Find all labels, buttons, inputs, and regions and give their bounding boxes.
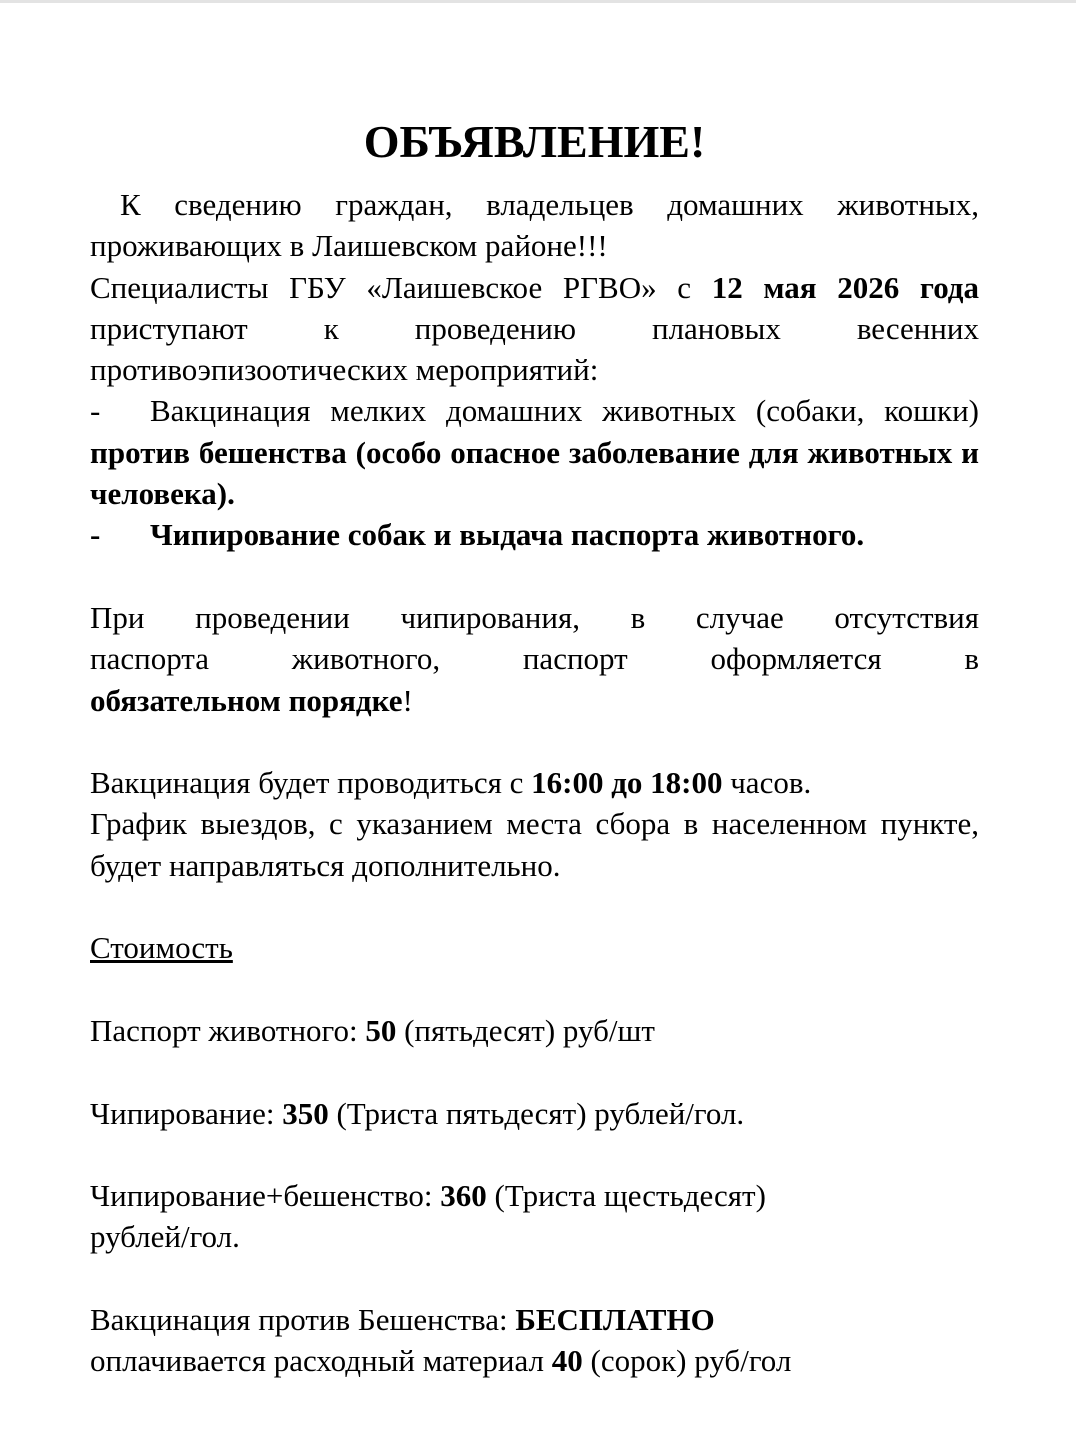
chip-note-word: животного, [291,641,441,677]
schedule-time: 16:00 до 18:00 [531,765,723,801]
list-item-chipping [90,514,979,555]
specialists-paragraph [90,267,979,391]
price-combo [90,1175,979,1216]
vaccination-text: Вакцинация мелких домашних животных (собаки, кошки) [150,393,979,429]
schedule-line [90,762,979,803]
announcement-document [90,112,979,1382]
chip-note-line3 [90,680,979,721]
chip-note-line1: При проведении чипирования, в случае отсутствия [90,599,979,635]
mandatory-order: обязательном порядке [90,682,403,718]
chip-note-line2 [90,638,979,679]
combo-label: Чипирование+бешенство: [90,1178,441,1214]
chip-note-line1-row [90,597,979,638]
schedule-post: часов. [722,765,812,801]
list-dash: - [90,517,101,553]
announcement-title: ОБЪЯВЛЕНИЕ! [363,116,706,167]
price-passport [90,1010,979,1051]
schedule-note [90,803,979,886]
cost-heading-row [90,927,979,968]
price-chipping [90,1093,979,1134]
chipping-unit: (Триста пятьдесят) рублей/гол. [328,1095,745,1131]
price-combo-line2 [90,1216,979,1257]
specialists-text-pre: Специалисты ГБУ «Лаишевское РГВО» с [90,269,712,305]
list-dash: - [90,393,101,429]
chip-note-end: ! [402,682,413,718]
material-price: 40 [551,1343,583,1379]
material-label: оплачивается расходный материал [90,1343,552,1379]
chip-note-word: оформляется [710,641,882,677]
list-item-vaccination [90,390,979,514]
schedule-note-text: График выездов, с указанием места сбора в населенном пункте, будет направляться дополнительно. [90,806,979,883]
top-border-line [0,0,1076,3]
intro-paragraph [90,184,979,267]
chip-note-word: паспорта [90,641,209,677]
price-vaccination [90,1299,979,1340]
vaccination-free: БЕСПЛАТНО [515,1302,715,1338]
schedule-pre: Вакцинация будет проводиться с [90,765,532,801]
rabies-warning: против бешенства (особо опасное заболевание для животных и человека). [90,434,979,512]
combo-price: 360 [440,1178,487,1214]
cost-heading: Стоимость [90,930,233,966]
passport-price: 50 [365,1012,397,1048]
chipping-price: 350 [282,1095,329,1131]
chip-note-word: в [964,641,979,677]
intro-text: К сведению граждан, владельцев домашних животных, проживающих в Лаишевском районе!!! [90,187,979,264]
vaccination-label: Вакцинация против Бешенства: [90,1302,516,1338]
price-material [90,1340,979,1381]
specialists-text-post: приступают к проведению плановых весенних противоэпизоотических мероприятий: [90,310,979,388]
chipping-text: Чипирование собак и выдача паспорта животного. [150,517,865,553]
passport-unit: (пятьдесят) руб/шт [396,1012,655,1048]
combo-unit-line2: рублей/гол. [90,1219,240,1255]
combo-unit: (Триста щестьдесят) [486,1178,766,1214]
passport-label: Паспорт животного: [90,1012,366,1048]
chip-note-word: паспорт [522,641,628,677]
start-date: 12 мая 2026 года [711,269,979,305]
material-unit: (сорок) руб/гол [582,1343,792,1379]
chipping-label: Чипирование: [90,1095,283,1131]
